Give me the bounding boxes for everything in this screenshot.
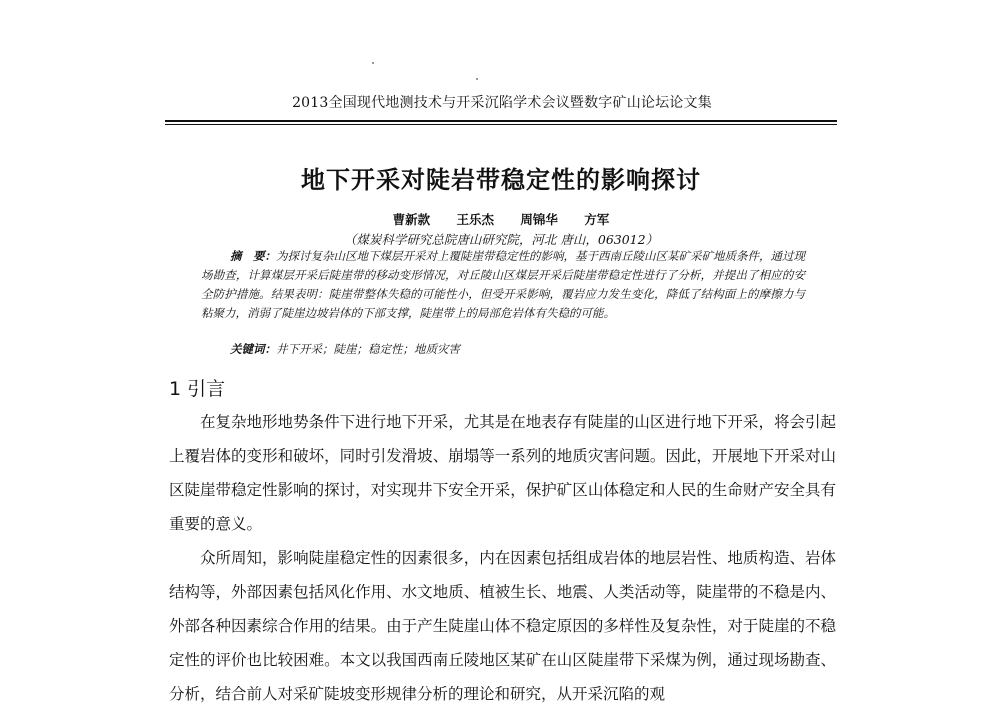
scan-speck (476, 78, 478, 80)
section-heading: 1 引言 (169, 378, 226, 400)
abstract (201, 247, 805, 323)
author-name: 王乐杰 (456, 212, 495, 227)
running-header: 2013全国现代地测技术与开采沉陷学术会议暨数字矿山论坛论文集 (292, 95, 712, 111)
author-name: 周锦华 (520, 212, 558, 227)
abstract-label: 摘 要： (230, 249, 276, 263)
paper-title: 地下开采对陡岩带稳定性的影响探讨 (301, 165, 701, 194)
abstract-text: 为探讨复杂山区地下煤层开采对上覆陡崖带稳定性的影响，基于西南丘陵山区某矿采矿地质条件，通过现场勘查，计算煤层开采后陡崖带的移动变形情况，对丘陵山区煤层开采后陡崖带稳定性进行了分析，并提出了相应的安全防护措施。结果表明：陡崖带整体失稳的可能性小，但受开采影响，覆岩应力发生变化，降低了结构面上的摩擦力与粘聚力，消弱了陡崖边坡岩体的下部支撑，陡崖带上的局部危岩体有失稳的可能。 (201, 249, 805, 320)
author-name: 方军 (584, 212, 610, 227)
keywords (230, 341, 805, 357)
keywords-label: 关键词： (230, 342, 276, 356)
header-rule-thick (165, 120, 837, 122)
header-rule-thin (165, 124, 837, 125)
paragraph: 在复杂地形地势条件下进行地下开采，尤其是在地表存有陡崖的山区进行地下开采，将会引起上覆岩体的变形和破坏，同时引发滑坡、崩塌等一系列的地质灾害问题。因此，开展地下开采对山区陡崖带稳定性影响的探讨，对实现井下安全开采，保护矿区山体稳定和人民的生命财产安全具有重要的意义。 (169, 413, 836, 533)
body-text (169, 405, 836, 711)
keywords-text: 井下开采；陡崖；稳定性；地质灾害 (276, 342, 460, 356)
paragraph: 众所周知，影响陡崖稳定性的因素很多，内在因素包括组成岩体的地层岩性、地质构造、岩体结构等，外部因素包括风化作用、水文地质、植被生长、地震、人类活动等，陡崖带的不稳是内、外部各种因素综合作用的结果。由于产生陡崖山体不稳定原因的多样性及复杂性，对于陡崖的不稳定性的评价也比较困难。本文以我国西南丘陵地区某矿在山区陡崖带下采煤为例，通过现场勘查、分析，结合前人对采矿陡坡变形规律分析的理论和研究，从开采沉陷的观 (169, 549, 836, 703)
author-name: 曹新款 (392, 212, 431, 227)
scan-speck (372, 62, 374, 64)
author-list (165, 210, 837, 228)
affiliation: （煤炭科学研究总院唐山研究院，河北 唐山，063012） (343, 232, 659, 247)
